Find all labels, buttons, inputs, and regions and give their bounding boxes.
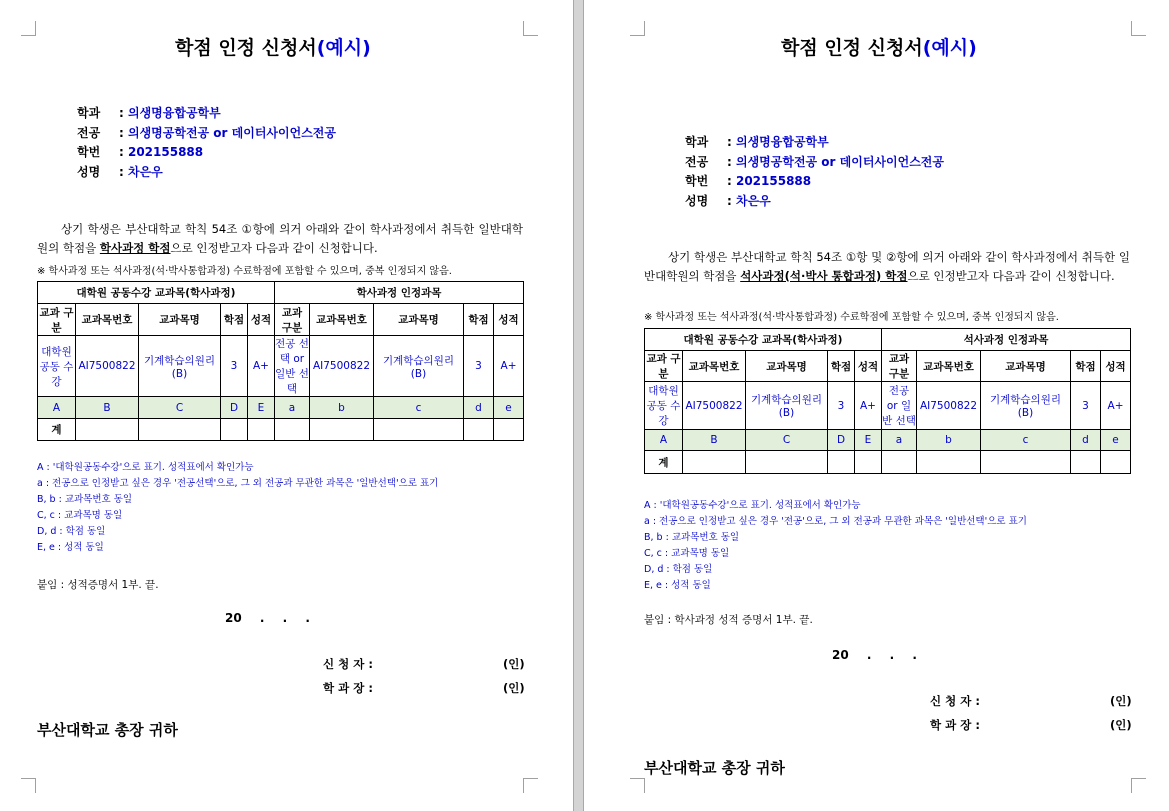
legend-item: C, c : 교과목명 동일 [644, 548, 730, 559]
info-row-major: 전공 : 의생명공학전공 or 데이터사이언스전공 [77, 125, 336, 140]
applicant-seal: (인) [503, 657, 525, 671]
column-header: 교과목번호 [310, 304, 374, 336]
column-header: 성적 [855, 351, 882, 382]
date-line: 20 . . . [832, 648, 917, 662]
document-page-2 [584, 0, 1169, 811]
table-row-legend-letters [645, 430, 1131, 451]
table-cell: c [374, 397, 464, 419]
table-cell: e [1101, 430, 1131, 451]
info-row-department: 학과 : 의생명융합공학부 [77, 106, 221, 120]
page-gap [573, 0, 584, 811]
table-cell: AI7500822 [917, 382, 981, 430]
column-header: 학점 [221, 304, 248, 336]
table-cell: D [828, 430, 855, 451]
legend-item: B, b : 교과목번호 동일 [644, 532, 740, 543]
info-row-student-id: 학번 : 202155888 [77, 145, 204, 159]
table-cell: 3 [828, 382, 855, 430]
legend-item: B, b : 교과목번호 동일 [37, 494, 133, 505]
table-cell: C [746, 430, 828, 451]
total-label: 계 [38, 419, 76, 441]
table-cell: d [1071, 430, 1101, 451]
info-row-major: 전공 : 의생명공학전공 or 데이터사이언스전공 [685, 154, 944, 169]
attachment-line: 붙임 : 학사과정 성적 증명서 1부. 끝. [644, 614, 813, 626]
table-cell: A [645, 430, 683, 451]
applicant-label: 신 청 자 : [930, 694, 980, 708]
table-cell: 대학원 공동 수강 [38, 336, 76, 397]
total-label: 계 [645, 451, 683, 474]
table-cell: 기계학습의원리 (B) [746, 382, 828, 430]
legend-item: A : '대학원공동수강'으로 표기. 성적표에서 확인가능 [644, 500, 861, 511]
table-cell: 전공 or 일반 선택 [882, 382, 917, 430]
page-corner-mark [1131, 778, 1146, 793]
table-cell: 전공 선택 or 일반 선택 [275, 336, 310, 397]
legend-item: E, e : 성적 동일 [37, 542, 104, 553]
column-header: 학점 [1071, 351, 1101, 382]
note-text: ※ 학사과정 또는 석사과정(석·박사통합과정) 수료학점에 포함할 수 있으며, 중복 인정되지 않음. [37, 266, 452, 277]
column-header: 성적 [1101, 351, 1131, 382]
column-header: 교과 구분 [38, 304, 76, 336]
note-text: ※ 학사과정 또는 석사과정(석·박사통합과정) 수료학점에 포함할 수 있으며, 중복 인정되지 않음. [644, 312, 1059, 323]
column-header: 교과 구분 [275, 304, 310, 336]
table-cell: 대학원 공동 수강 [645, 382, 683, 430]
table-row [38, 336, 524, 397]
table-row-total [645, 451, 1131, 474]
page-corner-mark [523, 778, 538, 793]
table-cell: A+ [1101, 382, 1131, 430]
column-header: 교과목번호 [683, 351, 746, 382]
legend-item: E, e : 성적 동일 [644, 580, 711, 591]
page-corner-mark [630, 778, 645, 793]
column-header: 교과목명 [374, 304, 464, 336]
legend-item: C, c : 교과목명 동일 [37, 510, 123, 521]
table-cell: A+ [248, 336, 275, 397]
page-corner-mark [630, 21, 645, 36]
credit-table [644, 328, 1131, 474]
legend-item: D, d : 학점 동일 [37, 526, 106, 537]
table-group-header: 학사과정 인정과목 [275, 282, 524, 304]
table-cell: e [494, 397, 524, 419]
applicant-seal: (인) [1110, 694, 1132, 708]
table-cell: 기계학습의원리 (B) [374, 336, 464, 397]
table-cell: 3 [221, 336, 248, 397]
column-header: 교과목명 [746, 351, 828, 382]
credit-table [37, 281, 524, 441]
info-row-department: 학과 : 의생명융합공학부 [685, 135, 829, 149]
legend-item: a : 전공으로 인정받고 싶은 경우 '전공선택'으로, 그 외 전공과 무관한 과목은 '일반선택'으로 표기 [37, 478, 439, 489]
info-row-name: 성명 : 차은우 [685, 193, 771, 208]
table-row-total [38, 419, 524, 441]
table-cell: 기계학습의원리 (B) [139, 336, 221, 397]
table-cell: E [248, 397, 275, 419]
document-title: 학점 인정 신청서(예시) [781, 37, 977, 59]
legend-item: D, d : 학점 동일 [644, 564, 713, 575]
table-cell: b [917, 430, 981, 451]
table-cell: C [139, 397, 221, 419]
legend-list [644, 498, 1027, 594]
table-cell: c [981, 430, 1071, 451]
column-header: 성적 [248, 304, 275, 336]
table-cell: A+ [494, 336, 524, 397]
column-header: 교과목명 [139, 304, 221, 336]
info-row-name: 성명 : 차은우 [77, 164, 163, 179]
request-paragraph: 상기 학생은 부산대학교 학칙 54조 ①항 및 ②항에 의거 아래와 같이 학사과정에서 취득한 일반대학원의 학점을 석사과정(석·박사 통합과정) 학점으로 인정받고자 다음과 같이 신청합니다. [644, 250, 1130, 283]
attachment-line: 붙임 : 성적증명서 1부. 끝. [37, 579, 159, 591]
table-group-header: 대학원 공동수강 교과목(학사과정) [645, 329, 882, 351]
table-cell: AI7500822 [76, 336, 139, 397]
table-group-header: 석사과정 인정과목 [882, 329, 1131, 351]
date-line: 20 . . . [225, 611, 310, 625]
column-header: 교과 구분 [882, 351, 917, 382]
column-header: 교과 구분 [645, 351, 683, 382]
column-header: 학점 [828, 351, 855, 382]
department-head-seal: (인) [1110, 718, 1132, 732]
table-group-header: 대학원 공동수강 교과목(학사과정) [38, 282, 275, 304]
table-cell: AI7500822 [683, 382, 746, 430]
column-header: 교과목번호 [76, 304, 139, 336]
table-cell: 3 [1071, 382, 1101, 430]
department-head-label: 학 과 장 : [930, 718, 980, 732]
document-title: 학점 인정 신청서(예시) [175, 37, 371, 59]
legend-item: A : '대학원공동수강'으로 표기. 성적표에서 확인가능 [37, 462, 254, 473]
page-corner-mark [523, 21, 538, 36]
table-cell: B [76, 397, 139, 419]
column-header: 교과목명 [981, 351, 1071, 382]
column-header: 성적 [494, 304, 524, 336]
table-cell: 3 [464, 336, 494, 397]
table-row-legend-letters [38, 397, 524, 419]
info-row-student-id: 학번 : 202155888 [685, 174, 812, 188]
table-cell: d [464, 397, 494, 419]
addressee: 부산대학교 총장 귀하 [37, 721, 178, 739]
department-head-label: 학 과 장 : [323, 681, 373, 695]
table-row [645, 382, 1131, 430]
legend-item: a : 전공으로 인정받고 싶은 경우 '전공'으로, 그 외 전공과 무관한 과목은 '일반선택'으로 표기 [644, 516, 1027, 527]
table-cell: AI7500822 [310, 336, 374, 397]
table-cell: A [38, 397, 76, 419]
table-cell: 기계학습의원리 (B) [981, 382, 1071, 430]
column-header: 학점 [464, 304, 494, 336]
page-corner-mark [21, 21, 36, 36]
table-cell: D [221, 397, 248, 419]
table-cell: B [683, 430, 746, 451]
applicant-info [77, 104, 336, 182]
column-header: 교과목번호 [917, 351, 981, 382]
table-cell: b [310, 397, 374, 419]
addressee: 부산대학교 총장 귀하 [644, 759, 785, 777]
table-cell: a [882, 430, 917, 451]
page-corner-mark [1131, 21, 1146, 36]
table-cell: a [275, 397, 310, 419]
table-cell: E [855, 430, 882, 451]
table-cell: A+ [855, 382, 882, 430]
department-head-seal: (인) [503, 681, 525, 695]
page-corner-mark [21, 778, 36, 793]
legend-list [37, 460, 438, 556]
applicant-info [685, 133, 944, 211]
applicant-label: 신 청 자 : [323, 657, 373, 671]
request-paragraph: 상기 학생은 부산대학교 학칙 54조 ①항에 의거 아래와 같이 학사과정에서 취득한 일반대학원의 학점을 학사과정 학점으로 인정받고자 다음과 같이 신청합니다. [37, 222, 523, 255]
document-page-1 [0, 0, 573, 811]
